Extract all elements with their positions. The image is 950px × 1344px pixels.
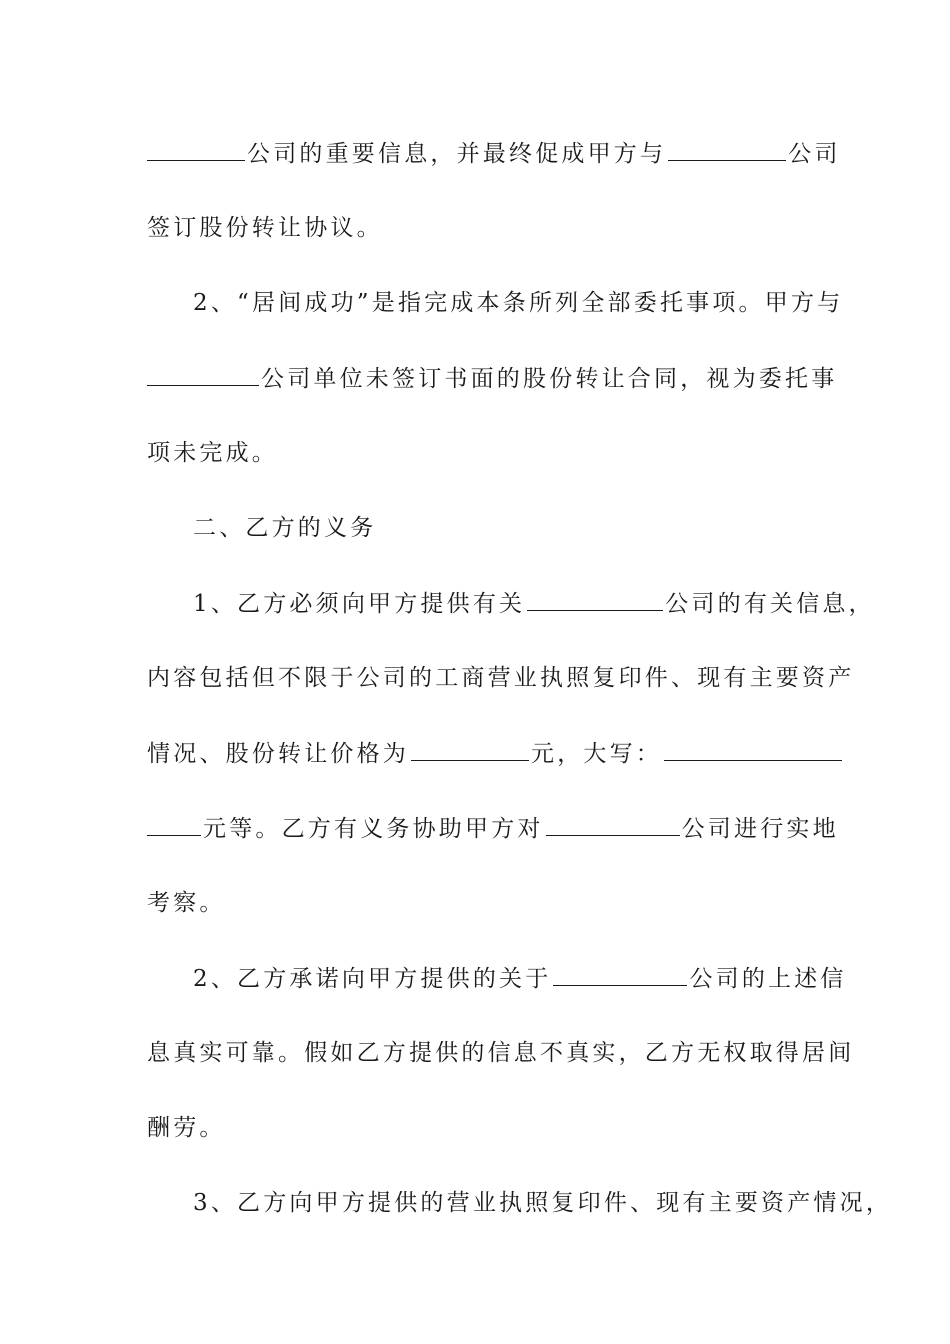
p2-line-1: 2、“居间成功”是指完成本条所列全部委托事项。甲方与 [193, 290, 844, 316]
p1-line-1 [147, 138, 841, 169]
blank-field [664, 738, 842, 761]
p4-line-1 [193, 963, 847, 994]
p3-line-3 [147, 738, 807, 769]
p1-line-2: 签订股份转让协议。 [147, 215, 383, 241]
p3-line-1 [193, 588, 875, 619]
text-run: 公司的有关信息， [665, 591, 875, 617]
text-run: 公司的重要信息，并最终促成甲方与 [247, 141, 667, 167]
blank-field [147, 813, 201, 836]
blank-field [411, 738, 529, 761]
text-run: 情况、股份转让价格为 [147, 741, 409, 767]
p4-line-2: 息真实可靠。假如乙方提供的信息不真实，乙方无权取得居间 [147, 1040, 855, 1066]
blank-field [546, 813, 680, 836]
p3-line-5: 考察。 [147, 890, 226, 916]
blank-field [147, 138, 245, 161]
blank-field [553, 963, 687, 986]
text-run: 公司 [788, 141, 841, 167]
text-run: 元等。乙方有义务协助甲方对 [203, 816, 544, 842]
text-run: 2、乙方承诺向甲方提供的关于 [193, 966, 552, 992]
section-title: 二、乙方的义务 [193, 515, 377, 541]
text-run: 元，大写： [531, 741, 662, 767]
blank-field [147, 363, 259, 386]
p3-line-4 [147, 813, 839, 844]
p5-line-1: 3、乙方向甲方提供的营业执照复印件、现有主要资产情况， [193, 1190, 893, 1216]
text-run: 公司的上述信 [689, 966, 847, 992]
p2-line-3: 项未完成。 [147, 440, 278, 466]
p2-line-2 [147, 363, 838, 394]
p4-line-3: 酬劳。 [147, 1115, 226, 1141]
text-run: 公司单位未签订书面的股份转让合同，视为委托事 [261, 366, 838, 392]
text-run: 1、乙方必须向甲方提供有关 [193, 591, 526, 617]
blank-field [527, 588, 663, 611]
text-run: 公司进行实地 [681, 816, 839, 842]
p3-line-2: 内容包括但不限于公司的工商营业执照复印件、现有主要资产 [147, 665, 855, 691]
blank-field [668, 138, 786, 161]
